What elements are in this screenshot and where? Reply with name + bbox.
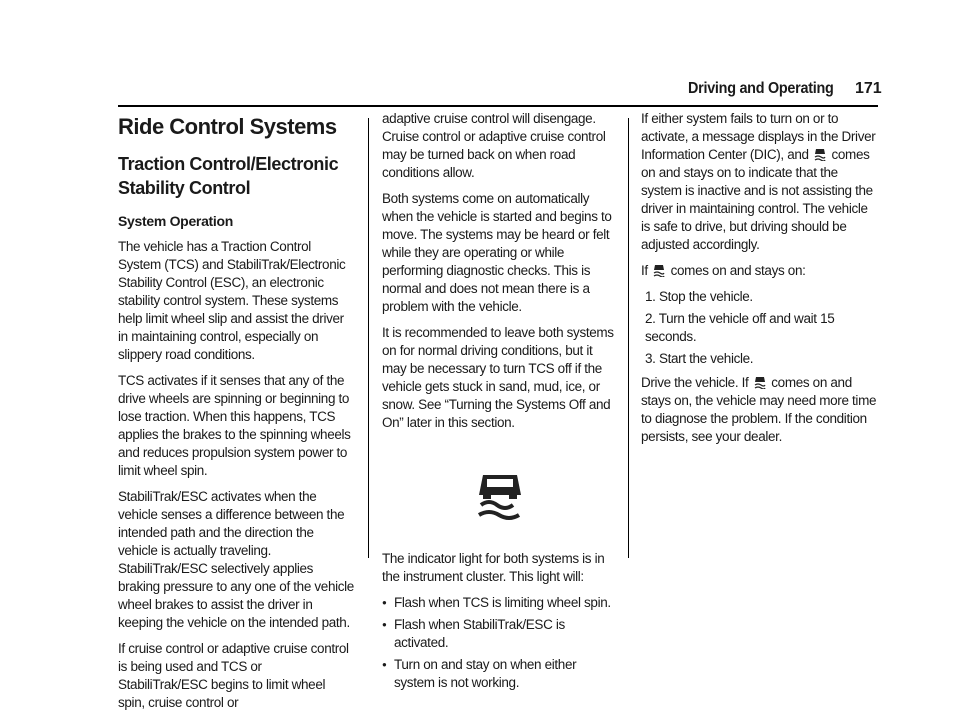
traction-control-warning-icon: [814, 148, 826, 161]
column-divider: [368, 118, 369, 558]
traction-control-icon-figure: [382, 440, 618, 550]
text-run: If: [641, 263, 648, 278]
paragraph: If cruise control or adaptive cruise control is being used and TCS or StabiliTrak/ESC begins to limit wheel spin, cruise control or: [118, 641, 349, 710]
paragraph: [641, 374, 877, 446]
text-run: Drive the vehicle. If: [641, 375, 749, 390]
paragraph: It is recommended to leave both systems on for normal driving conditions, but it may be necessary to turn TCS off if the vehicle gets stuck in sand, mud, ice, or snow. See “Turning the Systems Off and On” later in this section.: [382, 325, 614, 430]
text-run: comes on and stays on:: [670, 263, 806, 278]
page-number: 171: [855, 80, 882, 97]
paragraph: The vehicle has a Traction Control System (TCS) and StabiliTrak/Electronic Stability Control (ESC), an electronic stability control system. These systems help limit wheel slip and assist the driver in maintaining control, especially on slippery road conditions.: [118, 239, 346, 362]
paragraph: adaptive cruise control will disengage. Cruise control or adaptive cruise control may be turned back on when road conditions allow.: [382, 111, 606, 180]
traction-control-warning-icon: [653, 264, 665, 277]
column-divider: [628, 118, 629, 558]
paragraph: [641, 262, 877, 280]
traction-control-warning-icon: [754, 376, 766, 389]
column-1: [118, 110, 354, 720]
paragraph: The indicator light for both systems is in the instrument cluster. This light will:: [382, 551, 605, 584]
list-item: ● Flash when StabiliTrak/ESC is activated.: [382, 616, 618, 652]
page-header: [0, 80, 960, 108]
list-item: 3. Start the vehicle.: [645, 351, 754, 366]
paragraph: StabiliTrak/ESC activates when the vehicle senses a difference between the intended path and the direction the vehicle is actually traveling. StabiliTrak/ESC selectively applies braking pressure to any one of the vehicle wheel brakes to assist the driver in keeping the vehicle on the intended path.: [118, 489, 354, 630]
section-title: Driving and Operating: [688, 80, 834, 97]
topic-heading: System Operation: [118, 213, 234, 229]
section-heading: Ride Control Systems: [118, 114, 337, 139]
subsection-heading: Traction Control/Electronic Stability Control: [118, 154, 339, 198]
list-item: 1. Stop the vehicle.: [645, 289, 753, 304]
paragraph: TCS activates if it senses that any of the drive wheels are spinning or beginning to lose traction. When this happens, TCS applies the brakes to the spinning wheels and reduces propulsion system power to limit wheel spin.: [118, 373, 351, 478]
column-2: [382, 110, 618, 696]
column-3: [641, 110, 877, 454]
indicator-list: [382, 594, 618, 692]
text-run: comes on and stays on to indicate that the system is inactive and is not assisting the driver in maintaining control. The vehicle is safe to drive, but driving should be adjusted accordingly.: [641, 147, 873, 252]
list-item: ● Flash when TCS is limiting wheel spin.: [382, 594, 618, 612]
header-rule: [118, 105, 878, 107]
paragraph: Both systems come on automatically when the vehicle is started and begins to move. The systems may be heard or felt while they are operating or while performing diagnostic checks. This is normal and does not mean there is a problem with the vehicle.: [382, 191, 612, 314]
text-run: If either system fails to turn on or to activate, a message displays in the Driver Information Center (DIC), and: [641, 111, 876, 162]
text-run: comes on and stays on, the vehicle may need more time to diagnose the problem. If the condition persists, see your dealer.: [641, 375, 877, 444]
steps-list: [641, 288, 877, 368]
list-item: 2. Turn the vehicle off and wait 15 seconds.: [645, 311, 835, 344]
paragraph: [641, 110, 877, 254]
traction-control-warning-icon: [475, 469, 525, 521]
list-item: ● Turn on and stay on when either system is not working.: [382, 656, 618, 692]
